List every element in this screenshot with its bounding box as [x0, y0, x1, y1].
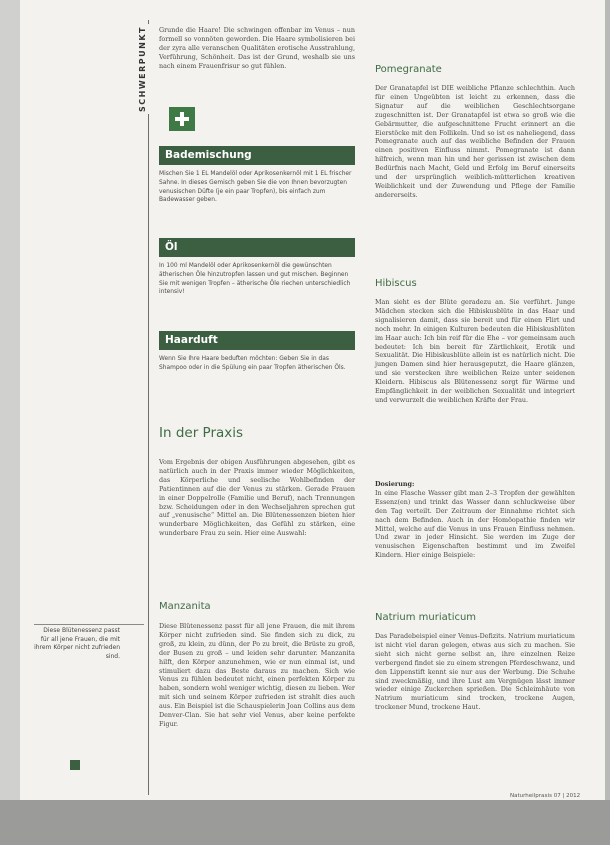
natrium-text: Das Paradebeispiel einer Venus-Defizits. Natrium muriaticum ist nicht viel daran gelegen, etwas aus sich zu machen. Sie sieht sich nicht gerne selbst an, ihre einzelnen Reize verbergend findet sie zu einem strengen Pferdeschwanz, und den Lippenstift kennt sie nur aus der Werbung. Die Schuhe sind zweckmäßig, und ihre Lust am Vergnügen lässt immer wieder einige Zuckerchen sprießen. Die Schleimhäute von Natrium muriaticum sind trocken, trockene Augen, trockener Mund, trockene Haut. [375, 632, 575, 712]
dosierung-label: Dosierung: [375, 480, 415, 488]
heading-natrium-muriaticum: Natrium muriaticum [375, 612, 477, 623]
dosierung-block [375, 480, 575, 560]
dosierung-text: In eine Flasche Wasser gibt man 2–3 Tropfen der gewählten Essenz(en) und trinkt das Wasser dann schluckweise über den Tag verteilt. Der Zeitraum der Einnahme richtet sich nach dem Befinden. Auch in der Homöopathie finden wir Mittel, welche auf die Venus in uns Frauen Einfluss nehmen. Und zwar in jeder Hinsicht. Sie werden im Zuge der venusischen Eigenschaften bestimmt und im Zweifel Kindern. Hier einige Beispiele: [375, 488, 575, 560]
column-divider [148, 20, 149, 795]
praxis-text: Vom Ergebnis der obigen Ausführungen abgesehen, gibt es natürlich auch in der Praxis immer wieder Möglichkeiten, das Körperliche und seelische Wohlbefinden der Patientinnen auf die der Venus zu stärken. Gerade Frauen in einer Doppelrolle (Familie und Beruf), nach Trennungen bzw. Scheidungen oder in den Wechseljahren sprechen gut auf „venusische“ Mittel an. Die Blütenessenzen bieten hier wunderbare Möglichkeiten, das Gefühl zu stärken, eine wunderbare Frau zu sein. Hier eine Auswahl: [159, 458, 355, 538]
box-heading-oel: Öl [159, 238, 355, 257]
heading-hibiscus: Hibiscus [375, 278, 417, 289]
intro-text [159, 26, 355, 71]
heading-pomegranate: Pomegranate [375, 64, 442, 75]
box-text-haarduft: Wenn Sie Ihre Haare beduften möchten: Geben Sie in das Shampoo oder in die Spülung ein paar Tropfen ätherischen Öls. [159, 356, 346, 371]
box-heading-haarduft: Haarduft [159, 331, 355, 350]
page-marker-icon [70, 760, 80, 770]
footer: Naturheilpraxis 07 | 2012 [510, 793, 581, 799]
page-fold [0, 0, 20, 845]
box-heading-bademischung: Bademischung [159, 146, 355, 165]
sidenote-rule [34, 624, 144, 625]
heading-in-der-praxis: In der Praxis [159, 425, 244, 441]
box-text-bademischung: Mischen Sie 1 EL Mandelöl oder Aprikosenkernöl mit 1 EL frischer Sahne. In dieses Gemisch geben Sie die von Ihnen bevorzugten venusischen Düfte (je ein paar Tropfen), bis einfach zum Badewasser geben. [159, 171, 352, 204]
heading-manzanita: Manzanita [159, 601, 211, 612]
pomegranate-text: Der Granatapfel ist DIE weibliche Pflanze schlechthin. Auch für einen Ungeübten ist leicht zu erkennen, dass die Signatur auf die weiblichen Geschlechtsorgane zugeschnitten ist. Der Granatapfel ist etwa so groß wie die Gebärmutter, die aufgeschnittene Frucht erinnert an die Eierstöcke mit den Follikeln. Und so ist es naheliegend, dass Pomegranate auch auf das weibliche Befinden der Frauen einen positiven Einfluss nimmt. Pomegranate ist dann hilfreich, wenn man hin und her gerissen ist zwischen dem Bedürfnis nach Macht, Geld und Erfolg im Beruf einerseits und der ursprünglich weiblich-mütterlichen kreativen Weiblichkeit und der Zuwendung und Pflege der Familie andererseits. [375, 84, 575, 199]
manzanita-text: Diese Blütenessenz passt für all jene Frauen, die mit ihrem Körper nicht zufrieden sind. Sie finden sich zu dick, zu groß, zu klein, zu dünn, der Po zu breit, die Brüste zu groß, der Busen zu groß – und leiden sehr darunter. Manzanita hilft, den Körper anzunehmen, wie er nun einmal ist, und stimuliert dazu das Beste daraus zu machen. Sich wie Venus zu fühlen bedeutet nicht, einen perfekten Körper zu haben, sondern wohl weniger wichtig, diesen zu lieben. Wer mit sich und seinem Körper zufrieden ist strahlt dies auch aus. Ein Beispiel ist die Schauspielerin Joan Collins aus dem Denver-Clan. Sie hat sehr viel Venus, aber keine perfekte Figur. [159, 622, 355, 728]
sidenote: Diese Blütenessenz passt für all jene Frauen, die mit ihrem Körper nicht zufrieden sind. [34, 627, 120, 660]
plus-icon [169, 107, 195, 131]
section-label: SCHWERPUNKT [138, 24, 152, 114]
scan-shadow [0, 800, 610, 845]
hibiscus-text: Man sieht es der Blüte geradezu an. Sie verführt. Junge Mädchen stecken sich die Hibiskusblüte in das Haar und signalisieren damit, dass sie bereit und für einen Flirt und noch mehr. In einigen Kulturen bedeuten die Hibiskusblüten im Haar auch: Ich bin reif für die Ehe – vor gemeinsam auch bedeutet: Ich bin bereit für Zärtlichkeit, Erotik und Sexualität. Die Hibiskusblüte allein ist es natürlich nicht. Die jungen Damen sind hier herausgeputzt, die Haare glänzen, und sie verstecken ihre weiblichen Reize unter seidenen Kleidern. Hibiscus als Blütenessenz sorgt für Wärme und Empfänglichkeit in der weiblichen Sexualität und integriert und verwurzelt die weiblichen Kräfte der Frau. [375, 298, 575, 404]
intro-paragraph: Grunde die Haare! Die schwingen offenbar im Venus – nun formell so vonnöten geworden. Die Haare symbolisieren bei der zyra alle veranschen Qualitäten erotische Ausstrahlung, Verführung, Schönheit. Das ist der Grund, weshalb sie uns nach einem Frauenfrisur so gut fühlen. [159, 26, 355, 70]
box-text-oel: In 100 ml Mandelöl oder Aprikosenkernöl die gewünschten ätherischen Öle hinzutropfen lassen und gut mischen. Beginnen Sie mit wenigen Tropfen – ätherische Öle riechen unterschiedlich intensiv! [159, 263, 351, 296]
